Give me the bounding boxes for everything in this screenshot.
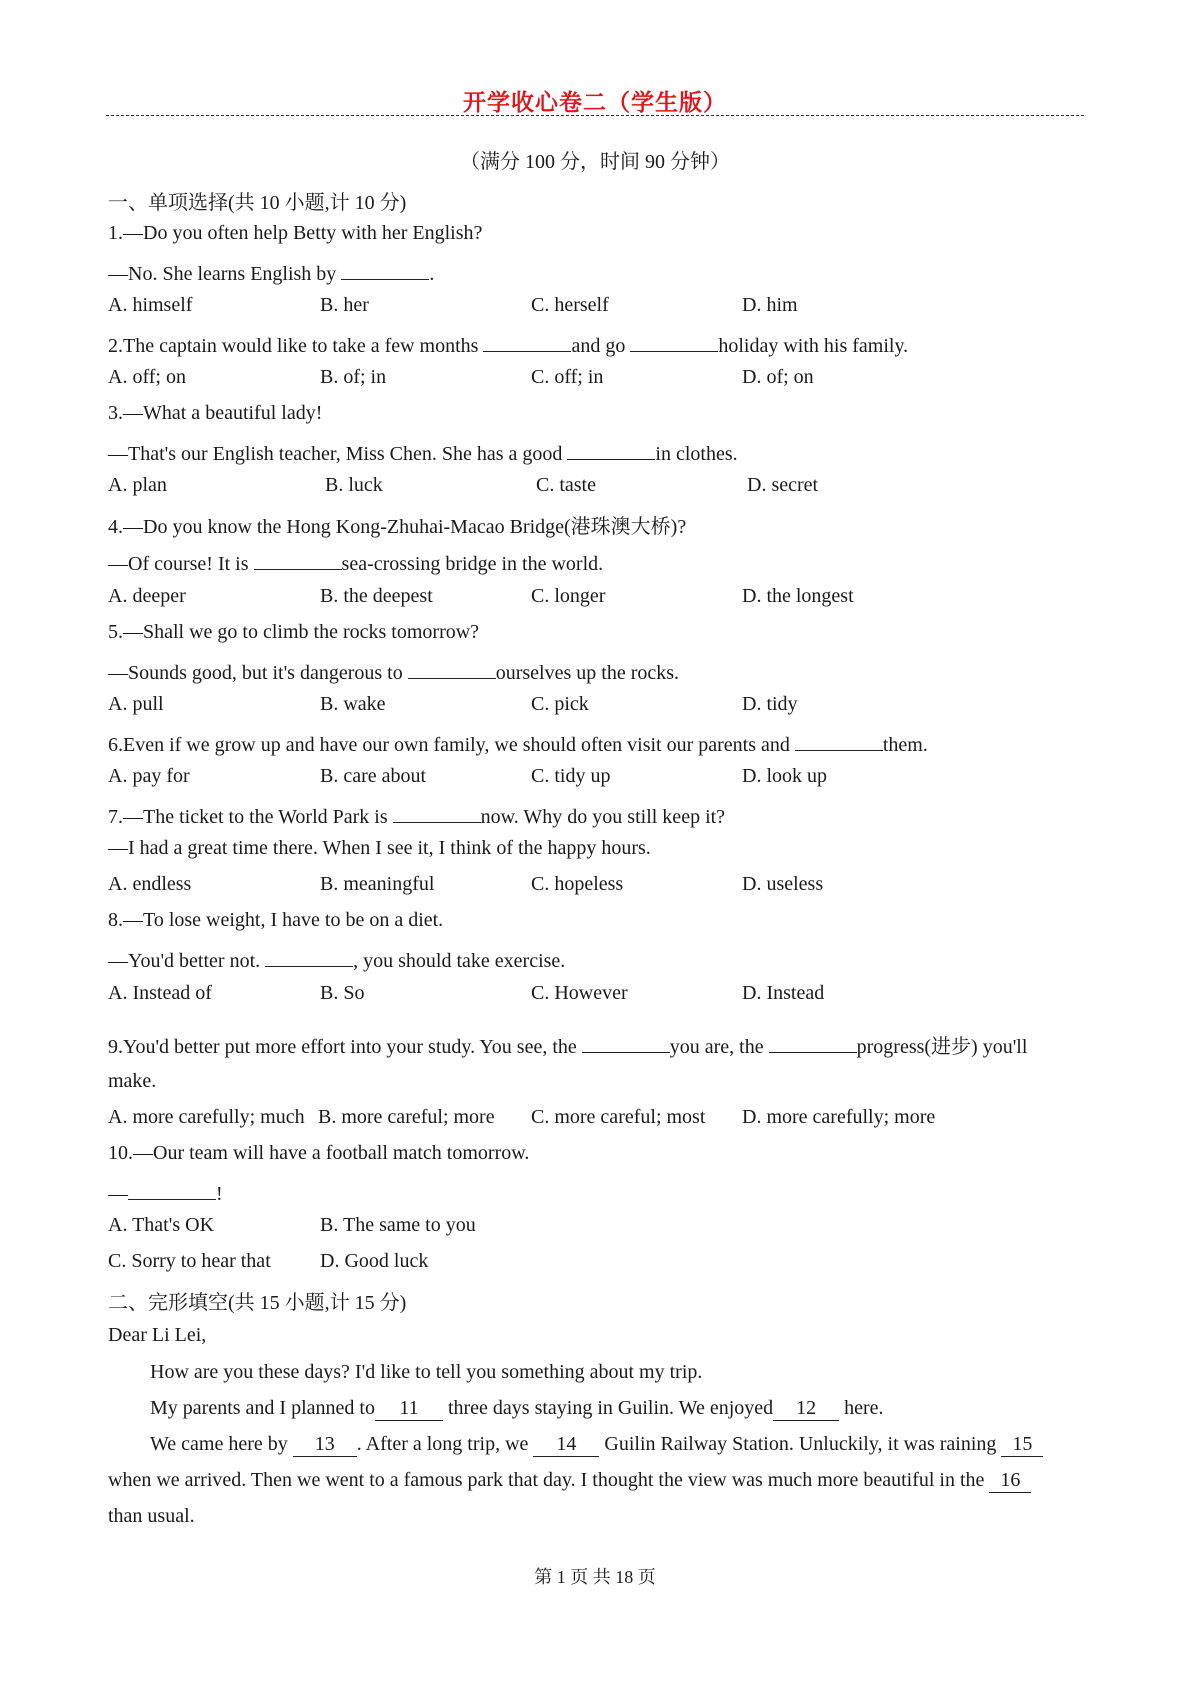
option-c: C. hopeless	[531, 873, 624, 895]
text: 2.The captain would like to take a few months	[108, 335, 484, 357]
text: We came here by	[150, 1433, 293, 1455]
question-3-reply	[108, 438, 738, 466]
question-8-prompt: 8.—To lose weight, I have to be on a diet.	[108, 909, 444, 931]
option-a: A. Instead of	[108, 982, 212, 1004]
option-d: D. Instead	[742, 982, 825, 1004]
answer-blank	[769, 1031, 857, 1053]
question-4-reply	[108, 548, 603, 576]
question-2-prompt	[108, 330, 908, 358]
text: progress(进步) you'll	[856, 1036, 1028, 1058]
letter-paragraph-1: How are you these days? I'd like to tell you something about my trip.	[150, 1361, 703, 1383]
section-heading-2: 二、完形填空(共 15 小题,计 15 分)	[108, 1292, 407, 1314]
option-d: D. more carefully; more	[742, 1106, 936, 1128]
option-c: C. more careful; most	[531, 1106, 706, 1128]
option-a: A. pull	[108, 693, 164, 715]
option-b: B. of; in	[320, 366, 387, 388]
text: My parents and I planned to	[150, 1397, 375, 1419]
answer-blank	[795, 729, 883, 751]
letter-paragraph-3-end: than usual.	[108, 1505, 195, 1527]
question-9-prompt	[108, 1030, 1027, 1059]
text: . After a long trip, we	[356, 1433, 534, 1455]
option-d: D. secret	[747, 474, 819, 496]
text: and go	[571, 335, 631, 357]
cloze-blank-15: 15	[1001, 1433, 1043, 1457]
text: —That's our English teacher, Miss Chen. She has a good	[108, 443, 568, 465]
text: —You'd better not.	[108, 950, 266, 972]
option-d: D. tidy	[742, 693, 798, 715]
option-b: B. wake	[320, 693, 386, 715]
option-b: B. care about	[320, 765, 427, 787]
cloze-blank-14: 14	[533, 1433, 599, 1457]
question-10-reply	[108, 1178, 223, 1206]
question-1-prompt: 1.—Do you often help Betty with her English?	[108, 222, 483, 244]
text: —Sounds good, but it's dangerous to	[108, 662, 408, 684]
cloze-blank-13: 13	[293, 1433, 357, 1457]
question-9-prompt-end: make.	[108, 1070, 157, 1092]
option-a: A. more carefully; much	[108, 1106, 305, 1128]
option-c: C. off; in	[531, 366, 604, 388]
cloze-blank-11: 11	[375, 1397, 443, 1421]
text: ourselves up the rocks.	[495, 662, 680, 684]
option-c: C. However	[531, 982, 628, 1004]
text: Guilin Railway Station. Unluckily, it was raining	[599, 1433, 1002, 1455]
answer-blank	[254, 548, 342, 570]
option-c: C. Sorry to hear that	[108, 1250, 271, 1272]
option-b: B. meaningful	[320, 873, 435, 895]
title-divider	[106, 115, 1084, 116]
question-10-prompt: 10.—Our team will have a football match tomorrow.	[108, 1142, 530, 1164]
option-d: D. the longest	[742, 585, 854, 607]
cloze-blank-16: 16	[989, 1469, 1031, 1493]
text: when we arrived. Then we went to a famous park that day. I thought the view was much more beautiful in the	[108, 1469, 990, 1491]
question-6-prompt	[108, 729, 928, 757]
answer-blank	[582, 1031, 670, 1053]
text: now. Why do you still keep it?	[480, 806, 726, 828]
text: you are, the	[669, 1036, 769, 1058]
answer-blank	[567, 438, 655, 460]
option-d: D. Good luck	[320, 1250, 429, 1272]
letter-paragraph-3-cont	[108, 1469, 1031, 1493]
option-d: D. him	[742, 294, 798, 316]
letter-salutation: Dear Li Lei,	[108, 1324, 207, 1346]
page-title: 开学收心卷二（学生版）	[463, 90, 727, 116]
option-b: B. her	[320, 294, 369, 316]
text: 6.Even if we grow up and have our own family, we should often visit our parents and	[108, 734, 795, 756]
option-a: A. That's OK	[108, 1214, 215, 1236]
option-a: A. pay for	[108, 765, 190, 787]
answer-blank	[630, 330, 718, 352]
option-d: D. look up	[742, 765, 827, 787]
section-heading-1: 一、单项选择(共 10 小题,计 10 分)	[108, 192, 407, 214]
text: .	[429, 263, 435, 285]
option-a: A. himself	[108, 294, 193, 316]
text: sea-crossing bridge in the world.	[341, 553, 604, 575]
text: 9.You'd better put more effort into your study. You see, the	[108, 1036, 582, 1058]
option-a: A. off; on	[108, 366, 186, 388]
answer-blank	[483, 330, 571, 352]
text: —Of course! It is	[108, 553, 254, 575]
question-5-prompt: 5.—Shall we go to climb the rocks tomorrow?	[108, 621, 480, 643]
option-a: A. plan	[108, 474, 167, 496]
option-c: C. tidy up	[531, 765, 611, 787]
text: —	[108, 1183, 128, 1205]
answer-blank	[408, 657, 496, 679]
text: them.	[882, 734, 928, 756]
cloze-blank-12: 12	[773, 1397, 839, 1421]
answer-blank	[393, 801, 481, 823]
option-c: C. longer	[531, 585, 606, 607]
text: three days staying in Guilin. We enjoyed	[442, 1397, 774, 1419]
option-b: B. luck	[325, 474, 383, 496]
question-8-reply	[108, 945, 565, 973]
option-b: B. the deepest	[320, 585, 433, 607]
exam-info: （满分 100 分，时间 90 分钟）	[460, 151, 730, 173]
question-3-prompt: 3.—What a beautiful lady!	[108, 402, 323, 424]
option-b: B. The same to you	[320, 1214, 476, 1236]
letter-paragraph-3	[150, 1433, 1043, 1457]
option-b: B. more careful; more	[318, 1106, 495, 1128]
answer-blank	[128, 1178, 216, 1200]
text: in clothes.	[655, 443, 738, 465]
option-a: A. deeper	[108, 585, 186, 607]
question-4-prompt: 4.—Do you know the Hong Kong-Zhuhai-Macao Bridge(港珠澳大桥)?	[108, 516, 687, 538]
page-number: 第 1 页 共 18 页	[534, 1567, 656, 1587]
question-7-reply: —I had a great time there. When I see it, I think of the happy hours.	[108, 837, 651, 859]
text: here.	[839, 1397, 884, 1419]
option-d: D. of; on	[742, 366, 814, 388]
option-c: C. herself	[531, 294, 609, 316]
answer-blank	[265, 945, 353, 967]
question-5-reply	[108, 657, 679, 685]
answer-blank	[341, 258, 429, 280]
text: !	[216, 1183, 223, 1205]
option-a: A. endless	[108, 873, 192, 895]
question-1-reply	[108, 258, 434, 286]
option-c: C. pick	[531, 693, 589, 715]
text: holiday with his family.	[718, 335, 909, 357]
option-d: D. useless	[742, 873, 824, 895]
question-7-prompt	[108, 801, 725, 829]
option-b: B. So	[320, 982, 365, 1004]
text: 7.—The ticket to the World Park is	[108, 806, 393, 828]
option-c: C. taste	[536, 474, 596, 496]
text: —No. She learns English by	[108, 263, 342, 285]
letter-paragraph-2	[150, 1397, 884, 1421]
text: , you should take exercise.	[353, 950, 566, 972]
